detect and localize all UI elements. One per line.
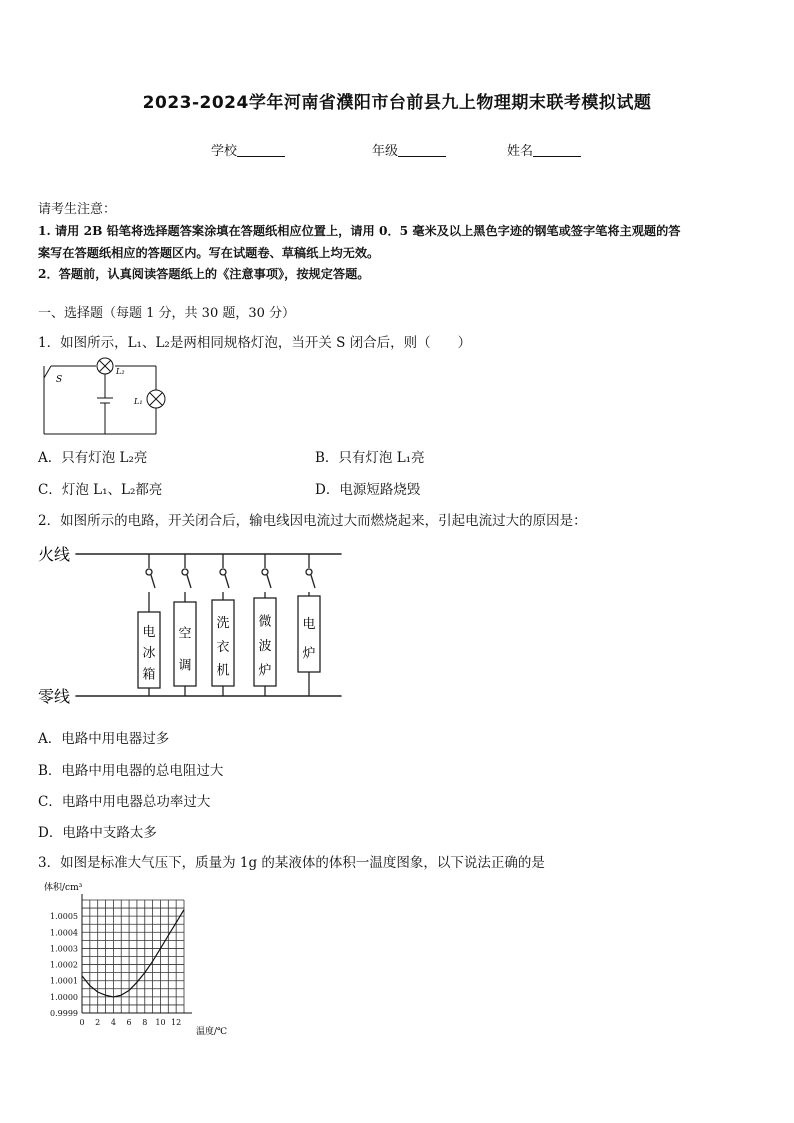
switch-label: S	[56, 375, 63, 385]
appliance-label-char: 炉	[302, 646, 316, 662]
section-heading: 一、选择题（每题 1 分，共 30 题，30 分）	[38, 306, 296, 321]
school-field[interactable]	[211, 140, 285, 159]
q1-option-c[interactable]: C．灯泡 L₁、L₂都亮	[38, 482, 163, 498]
school-blank[interactable]	[237, 144, 285, 157]
q2-stem: 2．如图所示的电路，开关闭合后，输电线因电流过大而燃烧起来，引起电流过大的原因是：	[38, 513, 587, 529]
appliance-label-char: 机	[216, 663, 230, 679]
y-tick-label: 1.0000	[50, 992, 78, 1002]
x-tick-label: 4	[110, 1018, 116, 1027]
q1-stem: 1．如图所示，L₁、L₂是两相同规格灯泡，当开关 S 闭合后，则（ ）	[38, 335, 472, 351]
appliance-label-char: 冰	[142, 646, 156, 662]
appliance-label-char: 电	[302, 617, 316, 633]
appliance-label-char: 箱	[142, 667, 156, 683]
q1-option-a[interactable]: A．只有灯泡 L₂亮	[38, 450, 148, 466]
notice-heading: 请考生注意：	[38, 202, 117, 217]
x-tick-label: 10	[155, 1018, 166, 1027]
switch-blade	[44, 366, 51, 378]
grade-blank[interactable]	[398, 144, 446, 157]
q1-option-b[interactable]: B．只有灯泡 L₁亮	[315, 450, 425, 466]
y-tick-label: 0.9999	[50, 1009, 78, 1018]
appliance-label-char: 衣	[216, 639, 230, 655]
q1-option-d[interactable]: D．电源短路烧毁	[315, 482, 421, 498]
lamp-l1-label: L₁	[134, 397, 143, 406]
switch-icon	[220, 569, 226, 575]
y-tick-label: 1.0003	[50, 944, 78, 954]
q2-option-a[interactable]: A．电路中用电器过多	[38, 731, 170, 747]
appliance-label-char: 空	[178, 626, 192, 642]
notice-item-2: 2．答题前，认真阅读答题纸上的《注意事项》，按规定答题。	[38, 267, 370, 281]
x-tick-label: 0	[79, 1018, 85, 1027]
name-field[interactable]	[507, 140, 581, 159]
notice-item-1-cont: 案写在答题纸相应的答题区内。写在试题卷、草稿纸上均无效。	[38, 246, 380, 260]
x-tick-label: 8	[142, 1018, 148, 1027]
appliance-label-char: 波	[258, 638, 272, 654]
school-label: 学校	[211, 144, 238, 159]
grade-label: 年级	[372, 144, 399, 159]
y-tick-label: 1.0005	[50, 912, 78, 922]
appliance-label-char: 洗	[216, 615, 230, 631]
switch-icon	[262, 569, 268, 575]
q3-stem: 3．如图是标准大气压下，质量为 1g 的某液体的体积一温度图象，以下说法正确的是	[38, 855, 545, 871]
q2-option-b[interactable]: B．电路中用电器的总电阻过大	[38, 763, 224, 779]
appliance-label-char: 炉	[258, 663, 272, 679]
x-tick-label: 2	[95, 1018, 101, 1027]
grade-field[interactable]	[372, 140, 446, 159]
q3-volume-temperature-chart	[36, 878, 236, 1040]
y-tick-label: 1.0004	[50, 928, 78, 938]
notice-item-1: 1. 请用 2B 铅笔将选择题答案涂填在答题纸相应位置上，请用 0．5 毫米及以上黑色字迹的钢笔或签字笔将主观题的答	[38, 224, 681, 238]
appliance-label-char: 电	[142, 625, 156, 641]
neutral-wire-label: 零线	[38, 687, 71, 706]
x-tick-label: 6	[126, 1018, 132, 1027]
q2-option-d[interactable]: D．电路中支路太多	[38, 825, 157, 841]
page-title: 2023-2024学年河南省濮阳市台前县九上物理期末联考模拟试题	[142, 93, 652, 113]
q1-circuit-figure	[36, 356, 176, 440]
q2-circuit-figure	[36, 540, 346, 710]
chart-xlabel: 温度/℃	[196, 1027, 228, 1037]
appliance-label-char: 调	[178, 658, 192, 674]
name-blank[interactable]	[533, 144, 581, 157]
live-wire-label: 火线	[38, 545, 71, 564]
y-tick-label: 1.0002	[50, 960, 78, 970]
switch-icon	[146, 569, 152, 575]
q2-option-c[interactable]: C．电路中用电器总功率过大	[38, 794, 211, 810]
x-tick-label: 12	[171, 1018, 182, 1027]
switch-icon	[182, 569, 188, 575]
chart-ylabel: 体积/cm³	[44, 883, 83, 893]
lamp-l2-label: L₂	[116, 367, 125, 376]
name-label: 姓名	[507, 144, 534, 159]
switch-icon	[306, 569, 312, 575]
y-tick-label: 1.0001	[50, 976, 78, 986]
appliance-label-char: 微	[258, 614, 272, 630]
